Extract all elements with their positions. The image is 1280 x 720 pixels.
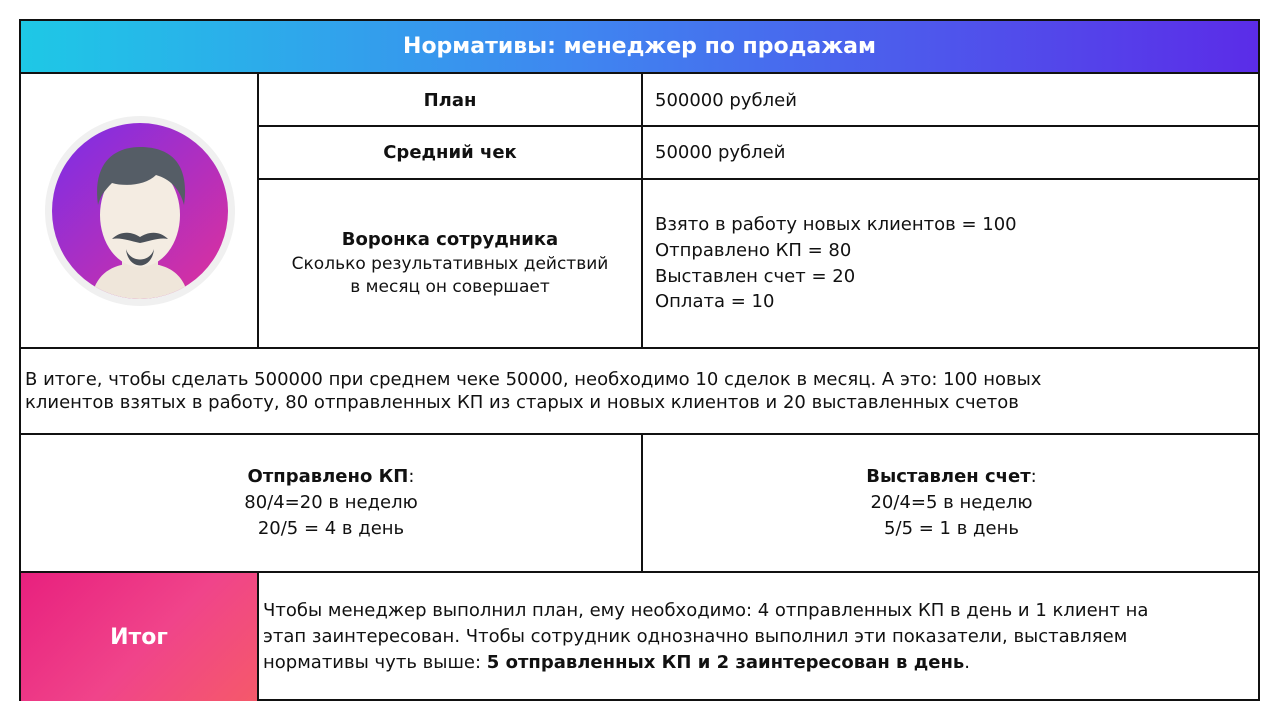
itog-line1: Чтобы менеджер выполнил план, ему необходимо: 4 отправленных КП в день и 1 клиент на <box>263 599 1149 621</box>
table-title: Нормативы: менеджер по продажам <box>21 21 1258 74</box>
invoice-stat-title: Выставлен счет <box>866 465 1031 487</box>
itog-line3-prefix: нормативы чуть выше: <box>263 652 487 674</box>
itog-line2: этап заинтересован. Чтобы сотрудник однозначно выполнил эти показатели, выставляем <box>263 625 1128 647</box>
funnel-value-payment: Оплата = 10 <box>655 291 775 313</box>
invoice-stat-daily: 5/5 = 1 в день <box>884 518 1019 540</box>
funnel-value-kp-sent: Отправлено КП = 80 <box>655 239 852 261</box>
kp-stat <box>21 435 641 571</box>
funnel-label <box>259 180 641 347</box>
funnel-value-invoice: Выставлен счет = 20 <box>655 265 856 287</box>
avg-check-value: 50000 рублей <box>655 142 786 163</box>
kp-stat-weekly: 80/4=20 в неделю <box>244 491 418 513</box>
invoice-stat <box>643 435 1260 571</box>
itog-text <box>259 573 1260 701</box>
funnel-subtitle-line1: Сколько результативных действий <box>291 253 609 274</box>
funnel-subtitle-line2: в месяц он совершает <box>350 276 550 297</box>
funnel-value-new-clients: Взято в работу новых клиентов = 100 <box>655 214 1017 236</box>
itog-label: Итог <box>21 573 257 701</box>
summary-line2: клиентов взятых в работу, 80 отправленных КП из старых и новых клиентов и 20 выставленных счетов <box>25 392 1019 413</box>
manager-avatar-icon <box>42 113 238 309</box>
itog-line3 <box>263 650 1254 676</box>
norms-table <box>19 19 1260 701</box>
funnel-values <box>643 180 1260 347</box>
avg-check-label: Средний чек <box>383 142 517 163</box>
avatar-cell <box>21 74 259 347</box>
funnel-title: Воронка сотрудника <box>341 229 559 251</box>
plan-label: План <box>423 89 477 111</box>
summary-line1: В итоге, чтобы сделать 500000 при среднем чеке 50000, необходимо 10 сделок в месяц. А это: 100 новых <box>25 368 1042 390</box>
kp-stat-colon: : <box>408 465 415 487</box>
kp-stat-title: Отправлено КП <box>247 465 409 487</box>
plan-value: 500000 рублей <box>655 89 797 111</box>
invoice-stat-weekly: 20/4=5 в неделю <box>870 491 1033 513</box>
itog-line3-bold: 5 отправленных КП и 2 заинтересован в день <box>486 652 965 674</box>
summary-text <box>21 349 1260 433</box>
itog-line3-suffix: . <box>964 652 970 674</box>
invoice-stat-colon: : <box>1030 465 1037 487</box>
kp-stat-daily: 20/5 = 4 в день <box>257 518 405 540</box>
